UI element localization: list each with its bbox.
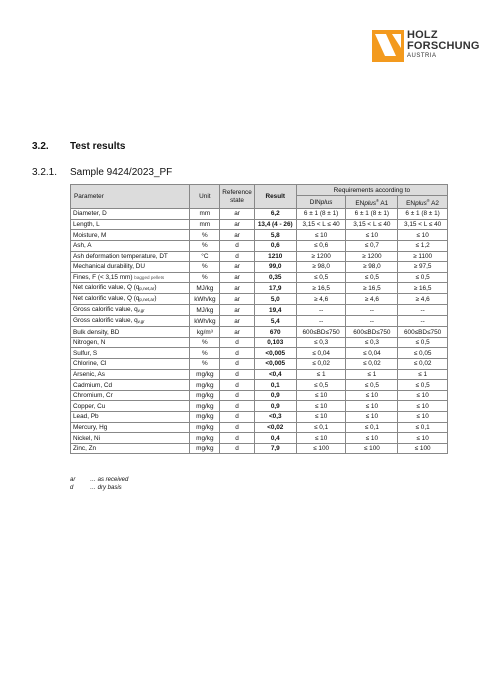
holzforschung-logo	[372, 30, 482, 64]
cell-enplus-a2: ≤ 0,5	[398, 337, 448, 348]
cell-dinplus: ≥ 16,5	[296, 283, 346, 294]
cell-enplus-a1: --	[346, 305, 398, 316]
cell-enplus-a1: ≤ 10	[346, 401, 398, 412]
cell-parameter: Bulk density, BD	[71, 327, 190, 338]
cell-enplus-a2: ≥ 4,6	[398, 294, 448, 305]
cell-result: 99,0	[254, 262, 296, 273]
cell-reference-state: d	[220, 390, 255, 401]
cell-unit: %	[190, 337, 220, 348]
cell-enplus-a2: ≤ 10	[398, 401, 448, 412]
cell-dinplus: ≤ 10	[296, 433, 346, 444]
cell-reference-state: d	[220, 240, 255, 251]
cell-parameter: Lead, Pb	[71, 412, 190, 423]
cell-enplus-a2: ≤ 0,1	[398, 422, 448, 433]
cell-enplus-a2: ≤ 10	[398, 230, 448, 241]
cell-unit: %	[190, 348, 220, 359]
cell-reference-state: d	[220, 359, 255, 370]
cell-unit: %	[190, 359, 220, 370]
cell-enplus-a2: ≥ 16,5	[398, 283, 448, 294]
section-number: 3.2.	[32, 141, 49, 152]
legend-item: d … dry basis	[70, 485, 122, 491]
cell-result: <0,02	[254, 422, 296, 433]
logo-line3: AUSTRIA	[407, 53, 437, 59]
cell-enplus-a2: ≥ 1100	[398, 251, 448, 262]
cell-dinplus: ≥ 4,6	[296, 294, 346, 305]
cell-dinplus: ≤ 0,6	[296, 240, 346, 251]
header-dinplus: DINplus	[296, 196, 346, 209]
cell-reference-state: d	[220, 337, 255, 348]
cell-unit: mg/kg	[190, 433, 220, 444]
cell-parameter: Length, L	[71, 219, 190, 230]
cell-dinplus: 3,15 < L ≤ 40	[296, 219, 346, 230]
header-enplus-a2: ENplus® A2	[398, 196, 448, 209]
cell-enplus-a2: ≤ 10	[398, 390, 448, 401]
subsection-title: Sample 9424/2023_PF	[70, 167, 173, 178]
cell-result: 0,1	[254, 380, 296, 391]
cell-parameter: Net calorific value, Q $(q_{p,net,ar})$	[71, 294, 190, 305]
cell-dinplus: ≤ 10	[296, 401, 346, 412]
test-results-table	[70, 184, 448, 454]
table-row	[71, 230, 448, 241]
cell-dinplus: ≤ 10	[296, 390, 346, 401]
logo-text	[407, 30, 480, 60]
cell-result: <0,005	[254, 348, 296, 359]
header-enplus-a1: ENplus® A1	[346, 196, 398, 209]
table-row	[71, 337, 448, 348]
cell-enplus-a1: ≤ 0,5	[346, 380, 398, 391]
cell-unit: mg/kg	[190, 412, 220, 423]
logo-line2: FORSCHUNG	[407, 40, 480, 52]
cell-result: 19,4	[254, 305, 296, 316]
header-unit: Unit	[190, 185, 220, 209]
cell-dinplus: --	[296, 305, 346, 316]
cell-reference-state: ar	[220, 209, 255, 220]
cell-reference-state: ar	[220, 262, 255, 273]
table-row	[71, 240, 448, 251]
header-requirements: Requirements according to	[296, 185, 447, 196]
cell-enplus-a1: 600≤BD≤750	[346, 327, 398, 338]
cell-unit: %	[190, 240, 220, 251]
cell-enplus-a2: ≤ 1	[398, 369, 448, 380]
table-row	[71, 283, 448, 294]
table-row	[71, 262, 448, 273]
cell-reference-state: ar	[220, 327, 255, 338]
cell-unit: mm	[190, 209, 220, 220]
cell-reference-state: ar	[220, 283, 255, 294]
cell-parameter: Net calorific value, Q $(q_{p,net,ar})$	[71, 283, 190, 294]
table-row	[71, 327, 448, 338]
cell-enplus-a1: ≤ 10	[346, 412, 398, 423]
cell-dinplus: ≤ 0,04	[296, 348, 346, 359]
table-row	[71, 209, 448, 220]
cell-enplus-a1: ≤ 1	[346, 369, 398, 380]
cell-parameter: Gross calorific value, $q_{v,gr}$	[71, 316, 190, 327]
cell-reference-state: ar	[220, 219, 255, 230]
cell-parameter: Copper, Cu	[71, 401, 190, 412]
table-row	[71, 316, 448, 327]
cell-enplus-a1: ≤ 0,02	[346, 359, 398, 370]
header-result: Result	[254, 185, 296, 209]
cell-unit: %	[190, 272, 220, 283]
cell-enplus-a1: ≥ 4,6	[346, 294, 398, 305]
cell-result: <0,3	[254, 412, 296, 423]
cell-unit: mm	[190, 219, 220, 230]
cell-result: 0,6	[254, 240, 296, 251]
cell-dinplus: ≤ 10	[296, 230, 346, 241]
subsection-number: 3.2.1.	[32, 167, 58, 178]
legend	[70, 476, 128, 492]
cell-parameter: Chromium, Cr	[71, 390, 190, 401]
cell-unit: MJ/kg	[190, 305, 220, 316]
cell-dinplus: ≤ 0,3	[296, 337, 346, 348]
table-row	[71, 251, 448, 262]
cell-enplus-a2: 600≤BD≤750	[398, 327, 448, 338]
cell-enplus-a2: ≤ 0,5	[398, 380, 448, 391]
cell-result: 670	[254, 327, 296, 338]
cell-unit: kWh/kg	[190, 294, 220, 305]
cell-reference-state: d	[220, 422, 255, 433]
cell-enplus-a1: ≤ 0,04	[346, 348, 398, 359]
cell-enplus-a2: --	[398, 305, 448, 316]
cell-result: 5,4	[254, 316, 296, 327]
cell-parameter: Arsenic, As	[71, 369, 190, 380]
cell-reference-state: d	[220, 369, 255, 380]
cell-enplus-a2: ≤ 100	[398, 443, 448, 454]
cell-enplus-a1: --	[346, 316, 398, 327]
table-row	[71, 380, 448, 391]
cell-enplus-a1: ≤ 100	[346, 443, 398, 454]
table-row	[71, 433, 448, 444]
cell-parameter: Cadmium, Cd	[71, 380, 190, 391]
cell-unit: mg/kg	[190, 390, 220, 401]
cell-enplus-a2: ≤ 10	[398, 412, 448, 423]
cell-parameter: Nitrogen, N	[71, 337, 190, 348]
cell-parameter: Mercury, Hg	[71, 422, 190, 433]
cell-dinplus: ≥ 98,0	[296, 262, 346, 273]
cell-unit: °C	[190, 251, 220, 262]
cell-dinplus: 6 ± 1 (8 ± 1)	[296, 209, 346, 220]
cell-parameter: Mechanical durability, DU	[71, 262, 190, 273]
cell-reference-state: ar	[220, 316, 255, 327]
table-row	[71, 401, 448, 412]
logo-line1: HOLZ	[407, 29, 438, 41]
cell-result: 0,9	[254, 401, 296, 412]
header-parameter: Parameter	[71, 185, 190, 209]
cell-dinplus: ≤ 1	[296, 369, 346, 380]
cell-parameter: Ash deformation temperature, DT	[71, 251, 190, 262]
header-reference-state: Reference state	[220, 185, 255, 209]
cell-result: 0,103	[254, 337, 296, 348]
table-row	[71, 390, 448, 401]
cell-enplus-a1: ≤ 0,3	[346, 337, 398, 348]
cell-result: 5,0	[254, 294, 296, 305]
cell-enplus-a1: ≥ 16,5	[346, 283, 398, 294]
cell-result: 1210	[254, 251, 296, 262]
cell-enplus-a1: ≤ 10	[346, 433, 398, 444]
cell-enplus-a1: ≥ 1200	[346, 251, 398, 262]
cell-unit: mg/kg	[190, 422, 220, 433]
cell-result: <0,005	[254, 359, 296, 370]
cell-enplus-a1: ≤ 10	[346, 390, 398, 401]
cell-dinplus: ≤ 100	[296, 443, 346, 454]
cell-parameter: Ash, A	[71, 240, 190, 251]
cell-result: 5,8	[254, 230, 296, 241]
cell-enplus-a2: 6 ± 1 (8 ± 1)	[398, 209, 448, 220]
cell-result: 17,9	[254, 283, 296, 294]
cell-enplus-a1: 6 ± 1 (8 ± 1)	[346, 209, 398, 220]
cell-parameter: Zinc, Zn	[71, 443, 190, 454]
table-row	[71, 369, 448, 380]
cell-unit: %	[190, 230, 220, 241]
cell-dinplus: ≤ 0,02	[296, 359, 346, 370]
cell-reference-state: d	[220, 348, 255, 359]
cell-parameter: Sulfur, S	[71, 348, 190, 359]
cell-result: <0,4	[254, 369, 296, 380]
cell-unit: MJ/kg	[190, 283, 220, 294]
cell-reference-state: ar	[220, 272, 255, 283]
cell-enplus-a1: ≥ 98,0	[346, 262, 398, 273]
cell-enplus-a2: ≤ 1,2	[398, 240, 448, 251]
table-row	[71, 443, 448, 454]
cell-result: 7,9	[254, 443, 296, 454]
cell-parameter: Diameter, D	[71, 209, 190, 220]
cell-enplus-a1: ≤ 10	[346, 230, 398, 241]
cell-enplus-a1: ≤ 0,7	[346, 240, 398, 251]
legend-item: ar … as received	[70, 477, 129, 483]
cell-enplus-a2: ≤ 0,02	[398, 359, 448, 370]
cell-result: 0,4	[254, 433, 296, 444]
cell-unit: mg/kg	[190, 380, 220, 391]
section-title: Test results	[70, 141, 126, 152]
cell-reference-state: d	[220, 251, 255, 262]
cell-enplus-a2: ≤ 0,05	[398, 348, 448, 359]
cell-dinplus: ≤ 0,1	[296, 422, 346, 433]
cell-reference-state: d	[220, 433, 255, 444]
cell-parameter: Moisture, M	[71, 230, 190, 241]
cell-unit: kg/m³	[190, 327, 220, 338]
cell-enplus-a1: 3,15 < L ≤ 40	[346, 219, 398, 230]
cell-dinplus: 600≤BD≤750	[296, 327, 346, 338]
cell-enplus-a2: ≥ 97,5	[398, 262, 448, 273]
table-row	[71, 219, 448, 230]
cell-result: 13,4 (4 - 26)	[254, 219, 296, 230]
cell-result: 6,2	[254, 209, 296, 220]
cell-enplus-a2: --	[398, 316, 448, 327]
cell-enplus-a2: ≤ 10	[398, 433, 448, 444]
cell-parameter: Nickel, Ni	[71, 433, 190, 444]
cell-enplus-a2: ≤ 0,5	[398, 272, 448, 283]
cell-reference-state: d	[220, 443, 255, 454]
cell-parameter: Gross calorific value, $q_{v,gr}$	[71, 305, 190, 316]
cell-result: 0,9	[254, 390, 296, 401]
cell-reference-state: d	[220, 412, 255, 423]
cell-reference-state: ar	[220, 230, 255, 241]
subsection-heading	[32, 167, 172, 178]
cell-parameter: Fines, F (< 3,15 mm) bagged pellets	[71, 272, 190, 283]
cell-dinplus: ≤ 0,5	[296, 380, 346, 391]
cell-reference-state: d	[220, 380, 255, 391]
cell-dinplus: ≥ 1200	[296, 251, 346, 262]
cell-unit: %	[190, 262, 220, 273]
cell-reference-state: d	[220, 401, 255, 412]
cell-enplus-a1: ≤ 0,1	[346, 422, 398, 433]
cell-dinplus: ≤ 0,5	[296, 272, 346, 283]
cell-unit: mg/kg	[190, 443, 220, 454]
table-row	[71, 272, 448, 283]
cell-unit: mg/kg	[190, 401, 220, 412]
cell-unit: mg/kg	[190, 369, 220, 380]
table-row	[71, 422, 448, 433]
table-row	[71, 359, 448, 370]
cell-enplus-a1: ≤ 0,5	[346, 272, 398, 283]
cell-dinplus: ≤ 10	[296, 412, 346, 423]
table-row	[71, 305, 448, 316]
logo-mark-icon	[372, 30, 404, 62]
cell-dinplus: --	[296, 316, 346, 327]
cell-unit: kWh/kg	[190, 316, 220, 327]
cell-enplus-a2: 3,15 < L ≤ 40	[398, 219, 448, 230]
cell-reference-state: ar	[220, 294, 255, 305]
table-row	[71, 348, 448, 359]
cell-reference-state: ar	[220, 305, 255, 316]
section-heading	[32, 141, 125, 152]
table-row	[71, 294, 448, 305]
cell-result: 0,35	[254, 272, 296, 283]
table-row	[71, 412, 448, 423]
cell-parameter: Chlorine, Cl	[71, 359, 190, 370]
